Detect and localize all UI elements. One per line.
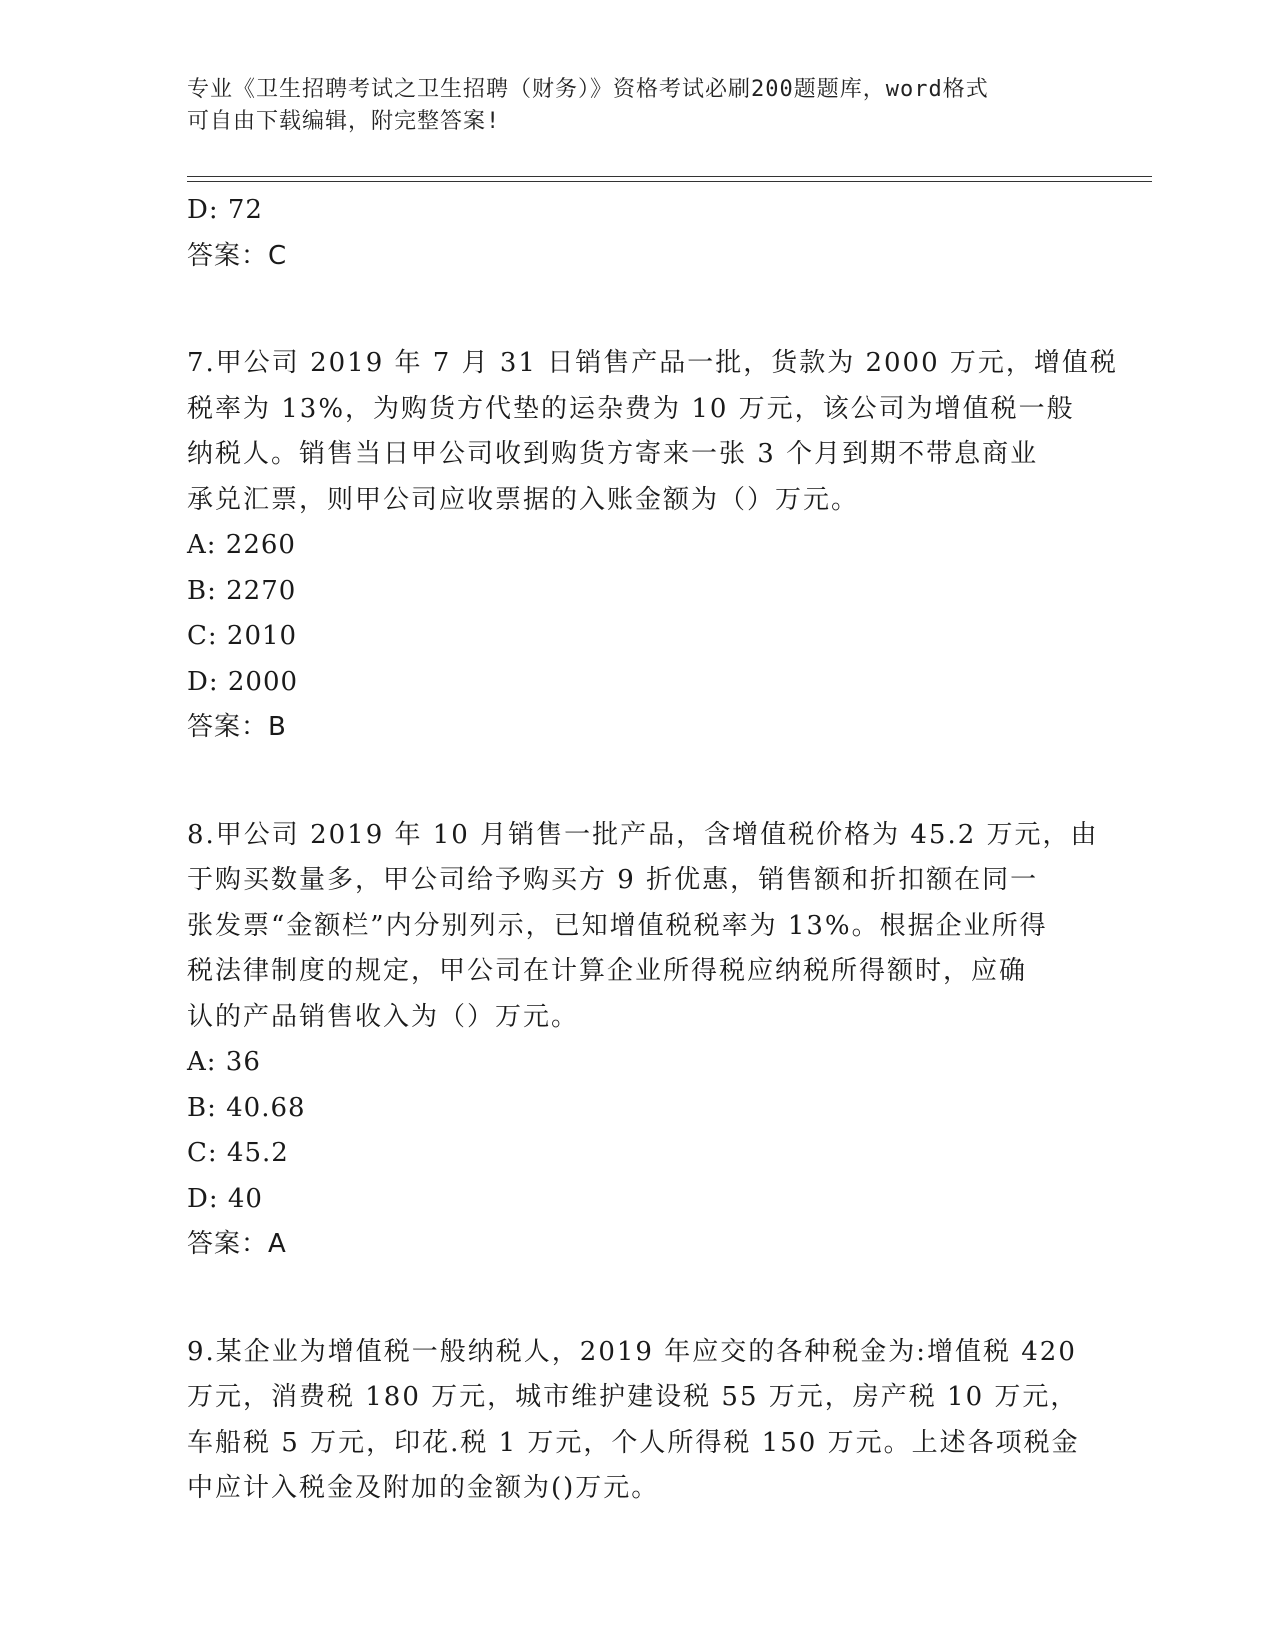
answer-line: 答案：C bbox=[187, 240, 288, 271]
option-c: C: 45.2 bbox=[187, 1138, 289, 1168]
question-text-line: 车船税 5 万元，印花.税 1 万元，个人所得税 150 万元。上述各项税金 bbox=[187, 1427, 1080, 1458]
question-text-line: 于购买数量多，甲公司给予购买方 9 折优惠，销售额和折扣额在同一 bbox=[187, 865, 1039, 895]
option-d: D: 40 bbox=[187, 1183, 263, 1214]
question-text-line: 万元，消费税 180 万元，城市维护建设税 55 万元，房产税 10 万元， bbox=[187, 1382, 1079, 1412]
question-text-line: 承兑汇票，则甲公司应收票据的入账金额为（）万元。 bbox=[187, 484, 860, 515]
question-spacer bbox=[187, 279, 1087, 341]
question-text-line: 7.甲公司 2019 年 7 月 31 日销售产品一批，货款为 2000 万元，增值税 bbox=[187, 348, 1118, 378]
question-text-line: 纳税人。销售当日甲公司收到购货方寄来一张 3 个月到期不带息商业 bbox=[187, 439, 1039, 469]
option-b: B: 2270 bbox=[187, 575, 297, 606]
question-text-line: 张发票“金额栏”内分别列示，已知增值税税率为 13%。根据企业所得 bbox=[187, 910, 1048, 941]
option-a: A: 36 bbox=[187, 1047, 261, 1077]
answer-line: 答案：A bbox=[187, 1229, 287, 1259]
question-7 bbox=[187, 341, 1118, 751]
question-spacer bbox=[187, 751, 1087, 813]
document-body bbox=[187, 188, 1118, 1512]
header-divider-top bbox=[187, 176, 1152, 177]
option-b: B: 40.68 bbox=[187, 1092, 306, 1123]
option-d: D: 2000 bbox=[187, 666, 299, 697]
question-text-line: 税法律制度的规定，甲公司在计算企业所得税应纳税所得额时，应确 bbox=[187, 956, 1028, 986]
header-divider-bottom bbox=[187, 181, 1152, 182]
question-text-line: 中应计入税金及附加的金额为()万元。 bbox=[187, 1473, 660, 1503]
question-text-line: 认的产品销售收入为（）万元。 bbox=[187, 1001, 580, 1032]
question-prev-tail bbox=[187, 188, 1087, 279]
option-c: C: 2010 bbox=[187, 621, 298, 651]
question-text-line: 税率为 13%，为购货方代垫的运杂费为 10 万元，该公司为增值税一般 bbox=[187, 393, 1075, 424]
option-d: D: 72 bbox=[187, 195, 263, 225]
header-line-2: 可自由下载编辑，附完整答案! bbox=[187, 109, 501, 134]
document-header bbox=[187, 74, 1087, 138]
question-spacer bbox=[187, 1268, 1087, 1330]
question-9 bbox=[187, 1330, 1087, 1512]
question-8 bbox=[187, 813, 1099, 1268]
question-text-line: 8.甲公司 2019 年 10 月销售一批产品，含增值税价格为 45.2 万元，由 bbox=[187, 819, 1099, 850]
header-line-1: 专业《卫生招聘考试之卫生招聘（财务）》资格考试必刷200题题库，word格式 bbox=[187, 77, 989, 102]
option-a: A: 2260 bbox=[187, 530, 296, 560]
answer-line: 答案：B bbox=[187, 712, 287, 742]
question-text-line: 9.某企业为增值税一般纳税人，2019 年应交的各种税金为:增值税 420 bbox=[187, 1336, 1077, 1367]
